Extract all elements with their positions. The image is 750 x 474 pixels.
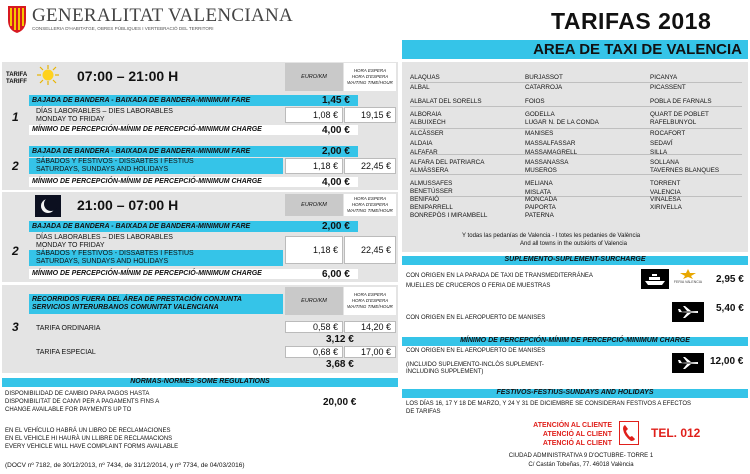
municipality-item: MANISES [525, 130, 554, 137]
municipality-item: RAFELBUNYOL [650, 119, 697, 126]
municipality-item: BONREPÒS I MIRAMBELL [410, 212, 488, 219]
municipality-item: ALCÀSSER [410, 130, 444, 137]
night-number: 2 [12, 244, 19, 258]
municipalities-list [402, 62, 748, 212]
t2-wait-price: 22,45 € [344, 158, 396, 174]
t2-days: SÁBADOS Y FESTIVOS - DISSABTES I FESTIUS SATURDAYS, SUNDAYS AND HOLIDAYS [29, 158, 283, 174]
night-days-weekend: SÁBADOS Y FESTIVOS - DISSABTES I FESTIUS SATURDAYS, SUNDAYS AND HOLIDAYS [29, 250, 283, 266]
municipality-item: CATARROJA [525, 84, 563, 91]
municipality-item: ALBUIXECH [410, 119, 446, 126]
municipality-item: ALAQUAS [410, 74, 440, 81]
t3-esp-min: 3,68 € [326, 359, 354, 370]
t3-ord-wait: 14,20 € [344, 321, 396, 333]
phone-icon [619, 421, 639, 445]
pedanias-note: Y todas las pedanías de Valencia - I totes les pedanies de València [462, 233, 641, 239]
t1-minimo-row [29, 125, 358, 135]
municipality-item: ALMÀSSERA [410, 167, 449, 174]
t3-col-km-header: EURO/KM [285, 287, 343, 315]
atencion-line-1: ATENCIÓN AL CLIENTE [533, 422, 612, 429]
night-col-km-header: EURO/KM [285, 194, 343, 216]
t2-minimo-price: 4,00 € [322, 177, 350, 188]
municipality-item: ALBALAT DEL SORELLS [410, 98, 482, 105]
night-days-weekday: DÍAS LABORABLES – DIES LABORABLES MONDAY TO FRIDAY [36, 234, 173, 249]
municipality-item: BURJASSOT [525, 74, 563, 81]
col-wait-header: HORA ESPERA HORA D'ESPERA WAITING TIME/HOUR [344, 63, 396, 91]
t3-esp-wait: 17,00 € [344, 346, 396, 358]
municipality-item: TORRENT [650, 180, 681, 187]
night-wait-price: 22,45 € [344, 236, 396, 264]
puerto-price: 2,95 € [716, 274, 744, 285]
feria-logo-text: FERIA VALENCIA [673, 280, 703, 284]
t3-ord-km: 0,58 € [285, 321, 343, 333]
municipality-item: PAIPORTA [525, 204, 556, 211]
municipality-item: MASSAMAGRELL [525, 149, 578, 156]
municipality-item: POBLA DE FARNALS [650, 98, 712, 105]
municipality-item: PATERNA [525, 212, 554, 219]
t3-ord-min: 3,12 € [326, 334, 354, 345]
t3-esp-km: 0,68 € [285, 346, 343, 358]
feria-logo [672, 268, 704, 290]
municipality-item: ALBORAIA [410, 111, 442, 118]
t3-ordinaria-label: TARIFA ORDINARIA [36, 325, 101, 332]
t1-bandera-price: 1,45 € [322, 95, 350, 106]
night-hours: 21:00 – 07:00 H [77, 197, 179, 213]
t1-bandera-row [29, 95, 358, 106]
night-minimo-row [29, 269, 358, 279]
municipality-item: BENIFAIÓ [410, 196, 440, 203]
area-title-bar [402, 40, 748, 59]
suplemento-title: SUPLEMENTO-SUPLEMENT-SURCHARGE [402, 256, 748, 265]
t3-especial-label: TARIFA ESPECIAL [36, 349, 96, 356]
col-km-header: EURO/KM [285, 63, 343, 91]
municipality-item: ALFARA DEL PATRIARCA [410, 159, 485, 166]
festivos-title: FESTIVOS-FESTIUS-SUNDAYS AND HOLIDAYS [402, 389, 748, 398]
municipality-item: GODELLA [525, 111, 555, 118]
municipality-item: SILLA [650, 149, 668, 156]
municipality-item: MASSANASSA [525, 159, 569, 166]
t1-km-price: 1,08 € [285, 107, 343, 123]
municipality-item: MUSEROS [525, 167, 557, 174]
night-col-wait-header: HORA ESPERA HORA D'ESPERA WAITING TIME/HOUR [344, 194, 396, 216]
municipality-item: ROCAFORT [650, 130, 686, 137]
t3-title: RECORRIDOS FUERA DEL ÁREA DE PRESTACIÓN CONJUNTA SERVICIOS INTERURBANOS COMUNITAT VALENCIANA [29, 294, 283, 314]
moon-icon [35, 195, 61, 217]
municipality-item: VINALESA [650, 196, 681, 203]
normas-change-text: DISPONIBILIDAD DE CAMBIO PARA PAGOS HASTA DISPONIBILITAT DE CANVI PER A PAGAMENTS FINS A CHANGE AVAILABLE FOR PAYMENTS UP TO [5, 391, 160, 413]
municipality-item: FOIOS [525, 98, 545, 105]
minimo-aero-text: CON ORIGEN EN EL AEROPUERTO DE MANISES (INCLUIDO SUPLEMENTO-INCLÒS SUPLEMENT- INCLUDING SUPPLEMENT) [406, 348, 546, 375]
night-minimo-price: 6,00 € [322, 269, 350, 280]
t2-minimo-label: MÍNIMO DE PERCEPCIÓN-MÍNIM DE PERCEPCIÓ-MINIMUM CHARGE [32, 178, 262, 185]
night-bandera-label: BAJADA DE BANDERA - BAIXADA DE BANDERA-MINIMUM FARE [32, 222, 251, 230]
municipality-item: SEDAVÍ [650, 140, 673, 147]
municipality-item: QUART DE POBLET [650, 111, 709, 118]
plane-icon-2 [672, 353, 704, 373]
t2-bandera-label: BAJADA DE BANDERA - BAIXADA DE BANDERA-MINIMUM FARE [32, 147, 251, 155]
t1-wait-price: 19,15 € [344, 107, 396, 123]
municipality-item: MONCADA [525, 196, 558, 203]
atencion-text [500, 421, 612, 448]
municipality-item: MASSALFASSAR [525, 140, 576, 147]
t2-km-price: 1,18 € [285, 158, 343, 174]
municipality-item: VALENCIA [650, 189, 681, 196]
feria-logo-icon [679, 268, 697, 280]
t1-number: 1 [12, 110, 19, 124]
t2-number: 2 [12, 159, 19, 173]
normas-complaints-text: EN EL VEHÍCULO HABRÁ UN LIBRO DE RECLAMACIONES EN EL VEHICLE HI HAURÀ UN LLIBRE DE RECLAMACIONS EVERY VEHICLE WILL HAVE COMPLAINT FORMS AVAILABLE [5, 428, 179, 450]
night-bandera-row [29, 221, 358, 232]
legal-footer: (DOCV nº 7182, de 30/12/2013, nº 7434, de 31/12/2014, y nº 7734, de 04/03/2016) [5, 462, 245, 469]
municipality-item: ALMUSSAFES [410, 180, 453, 187]
t1-minimo-price: 4,00 € [322, 125, 350, 136]
municipality-item: TAVERNES BLANQUES [650, 167, 720, 174]
municipality-item: MELIANA [525, 180, 553, 187]
minimo-aero-price: 12,00 € [710, 356, 744, 367]
municipality-item: SOLLANA [650, 159, 680, 166]
municipality-item: XIRIVELLA [650, 204, 682, 211]
org-name: GENERALITAT VALENCIANA [32, 5, 294, 26]
t1-minimo-label: MÍNIMO DE PERCEPCIÓN-MÍNIM DE PERCEPCIÓ-MINIMUM CHARGE [32, 126, 262, 133]
aero-price: 5,40 € [716, 303, 744, 314]
normas-title: NORMAS-NORMES-SOME REGULATIONS [2, 378, 398, 387]
page-title: TARIFAS 2018 [551, 8, 712, 34]
municipality-item: MISLATA [525, 189, 552, 196]
municipality-item: ALDAIA [410, 140, 433, 147]
municipality-item: BENIPARRELL [410, 204, 453, 211]
tel-number: TEL. 012 [651, 426, 701, 440]
atencion-line-2: ATENCIÓ AL CLIENT [542, 431, 612, 438]
day-hours: 07:00 – 21:00 H [77, 68, 179, 84]
municipality-item: PICASSENT [650, 84, 686, 91]
outskirts-note: And all towns in the outskirts of Valencia [520, 241, 627, 247]
gv-emblem-icon [6, 4, 28, 34]
night-minimo-label: MÍNIMO DE PERCEPCIÓN-MÍNIM DE PERCEPCIÓ-MINIMUM CHARGE [32, 270, 262, 277]
t3-col-wait-header: HORA ESPERA HORA D'ESPERA WAITING TIME/HOUR [344, 287, 396, 315]
t1-days: DÍAS LABORABLES – DIES LABORABLES MONDAY TO FRIDAY [36, 108, 173, 123]
municipality-item: ALFAFAR [410, 149, 438, 156]
minimo-aero-title: MÍNIMO DE PERCEPCIÓN-MÍNIM DE PERCEPCIÓ-MINIMUM CHARGE [402, 337, 748, 346]
t2-minimo-row [29, 177, 358, 187]
area-title: AREA DE TAXI DE VALENCIA [533, 41, 742, 58]
atencion-line-3: ATENCIÓ AL CLIENT [542, 440, 612, 447]
tarifa-label: TARIFA TARIFF [6, 72, 28, 85]
t2-bandera-row [29, 146, 358, 157]
t2-bandera-price: 2,00 € [322, 146, 350, 157]
plane-icon [672, 302, 704, 322]
municipality-item: BENETÚSSER [410, 188, 453, 195]
festivos-text: LOS DÍAS 16, 17 Y 18 DE MARZO, Y 24 Y 31 DE DICIEMBRE SE CONSIDERAN FESTIVOS A EFECTOS DE TARIFAS [406, 401, 691, 415]
municipality-item: LUGAR N. DE LA CONDA [525, 119, 599, 126]
normas-change-price: 20,00 € [323, 397, 357, 408]
night-bandera-price: 2,00 € [322, 221, 350, 232]
sun-icon [34, 64, 62, 86]
night-km-price: 1,18 € [285, 236, 343, 264]
t1-bandera-label: BAJADA DE BANDERA - BAIXADA DE BANDERA-MINIMUM FARE [32, 96, 251, 104]
t3-number: 3 [12, 320, 19, 334]
org-subtitle: CONSELLERIA D'HABITATGE, OBRES PÚBLIQUES I VERTEBRACIÓ DEL TERRITORI [32, 26, 214, 31]
municipality-item: PICANYA [650, 74, 678, 81]
address: CIUDAD ADMINISTRATIVA 9 D'OCTUBRE- TORRE 1 C/ Castán Tobeñas, 77. 46018 València [508, 453, 654, 468]
municipality-item: ALBAL [410, 84, 430, 91]
puerto-text: CON ORIGEN EN LA PARADA DE TAXI DE TRANSMEDITERRÁNEA MUELLES DE CRUCEROS O FERIA DE MUESTRAS [406, 273, 593, 289]
ship-icon [641, 269, 669, 289]
gv-logo [4, 2, 304, 36]
aero-text: CON ORIGEN EN EL AEROPUERTO DE MANISES [406, 315, 546, 321]
